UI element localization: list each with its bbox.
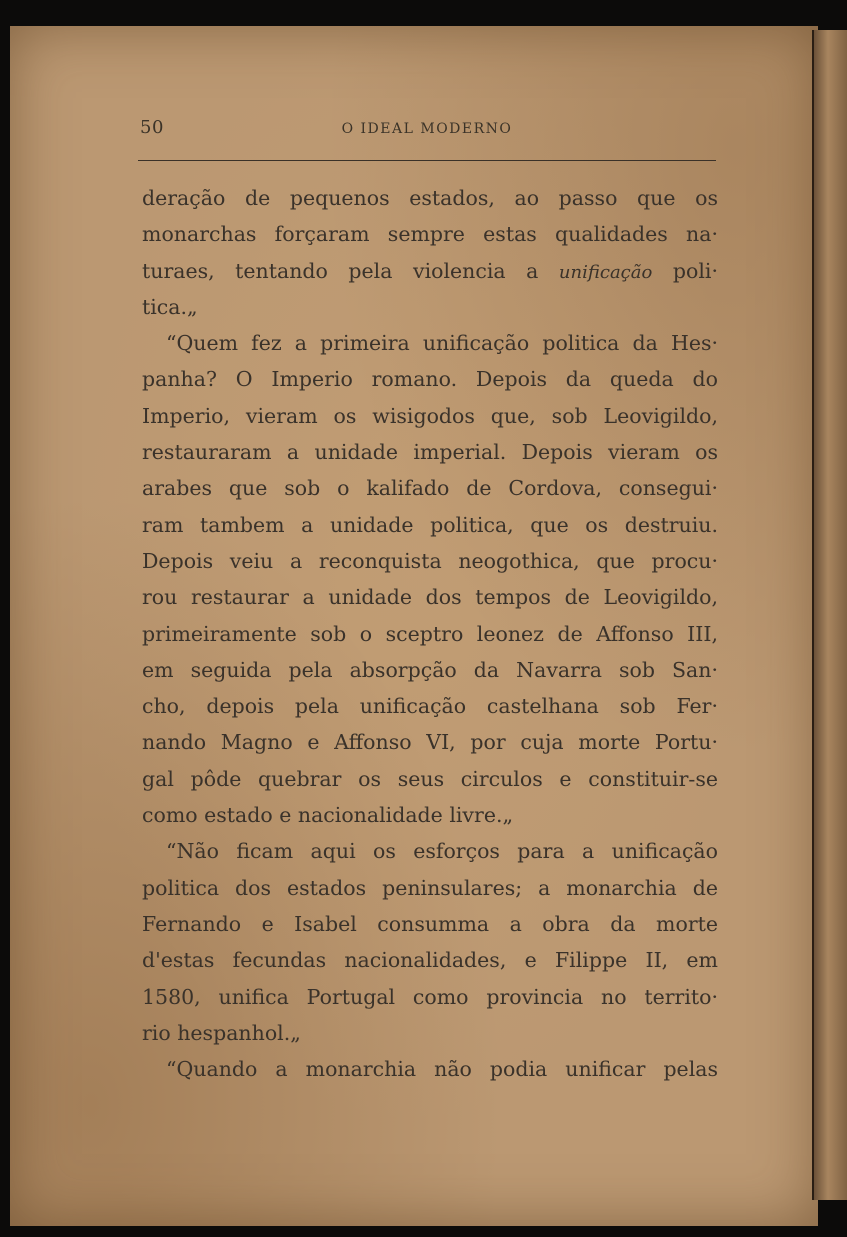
text-line: cho, depois pela unificação castelhana sob Fer· — [142, 694, 718, 719]
text-line: restauraram a unidade imperial. Depois vieram os — [142, 440, 718, 465]
italic-term: unificação — [558, 261, 653, 283]
text-line: “Quem fez a primeira unificação politica da Hes· — [166, 331, 718, 356]
text-line: nando Magno e Affonso VI, por cuja morte Portu· — [142, 730, 718, 755]
text-line: deração de pequenos estados, ao passo que os — [142, 186, 718, 210]
text-line: monarchas forçaram sempre estas qualidades na· — [142, 222, 718, 247]
text-line: “Não ficam aqui os esforços para a unificação — [166, 839, 718, 864]
text-line: primeiramente sob o sceptro leonez de Affonso III, — [142, 621, 718, 646]
text-segment: poli· — [652, 258, 718, 283]
text-line: rou restaurar a unidade dos tempos de Leovigildo, — [142, 585, 718, 610]
text-segment: turaes, tentando pela violencia a — [142, 258, 559, 283]
text-line — [142, 253, 718, 289]
text-line: tica.„ — [142, 294, 198, 319]
text-line: ram tambem a unidade politica, que os destruiu. — [142, 512, 718, 537]
page-number: 50 — [140, 117, 164, 138]
book-title: O IDEAL MODERNO — [341, 121, 513, 137]
text-line: Depois veiu a reconquista neogothica, que procu· — [142, 548, 718, 573]
header-rule — [138, 160, 716, 161]
text-line: rio hespanhol.„ — [142, 1020, 301, 1045]
running-head — [138, 117, 716, 147]
text-line: em seguida pela absorpção da Navarra sob San· — [142, 657, 718, 682]
text-line: d'estas fecundas nacionalidades, e Filippe II, em — [142, 948, 718, 973]
text-line: como estado e nacionalidade livre.„ — [142, 803, 514, 828]
page-edge — [812, 30, 847, 1200]
text-line: gal pôde quebrar os seus circulos e constituir-se — [142, 766, 718, 791]
text-line: “Quando a monarchia não podia unificar pelas — [166, 1057, 718, 1082]
text-line: 1580, unifica Portugal como provincia no territo· — [142, 984, 718, 1009]
body-text — [142, 180, 718, 1087]
text-line: arabes que sob o kalifado de Cordova, consegui· — [142, 476, 718, 501]
text-line: politica dos estados peninsulares; a monarchia de — [142, 875, 718, 900]
text-line: panha? O Imperio romano. Depois da queda do — [142, 367, 718, 392]
text-line: Imperio, vieram os wisigodos que, sob Leovigildo, — [142, 403, 718, 428]
text-line: Fernando e Isabel consumma a obra da morte — [142, 911, 718, 936]
